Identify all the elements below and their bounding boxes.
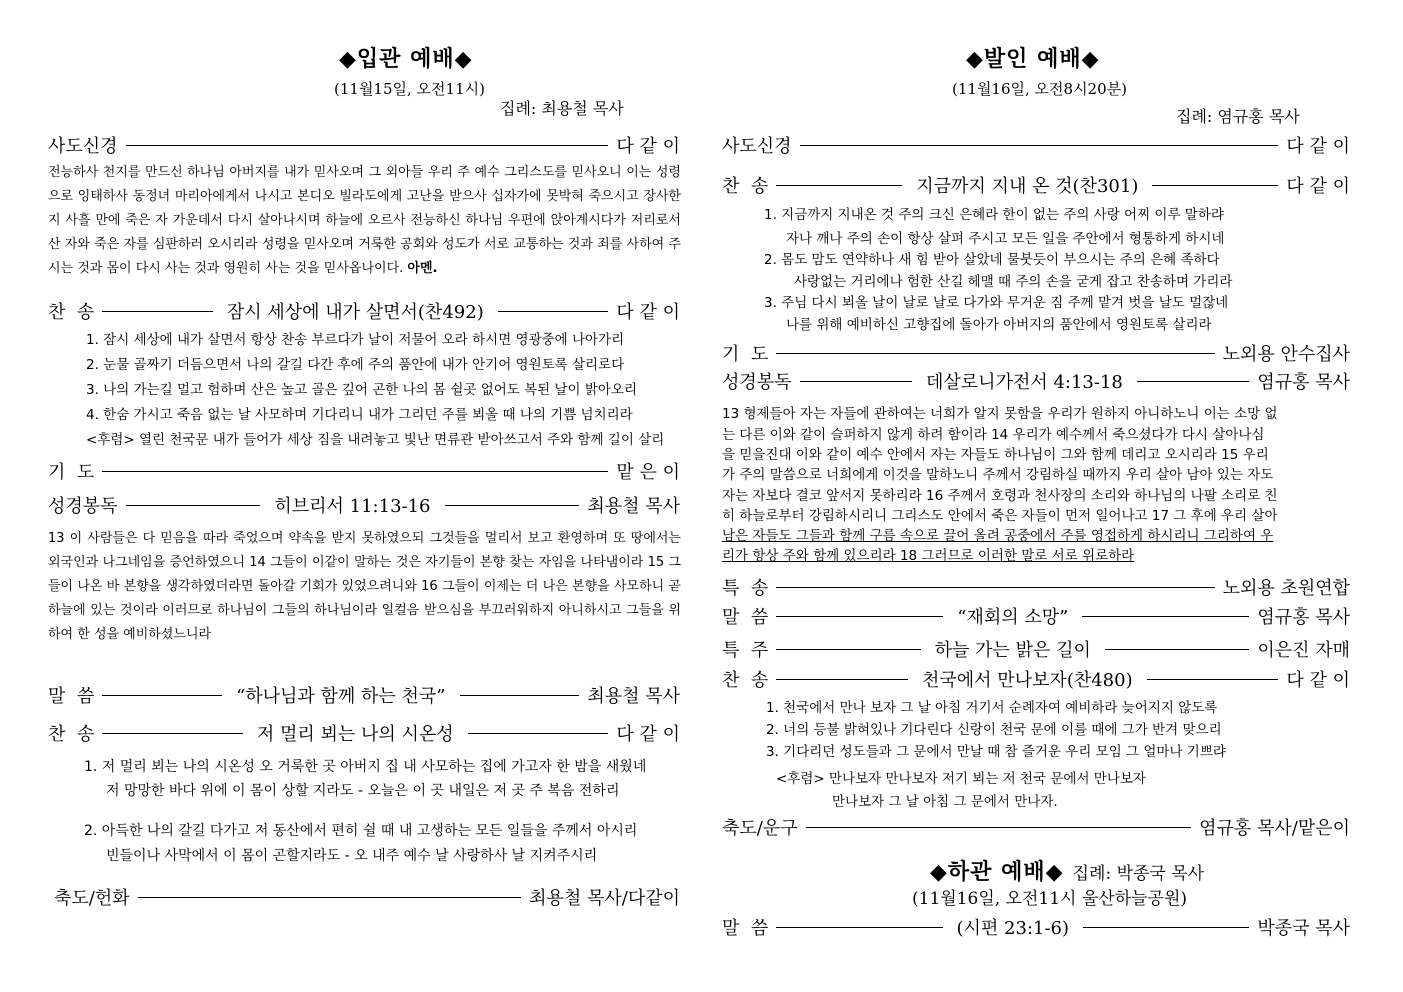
amen: 아멘. [407,261,438,276]
right-creed-row [722,132,1350,158]
reading-line: 는 다른 이와 같이 슬퍼하지 않게 하려 함이라 14 우리가 예수께서 죽으셨다가 다시 살아나심 [722,427,1265,443]
divider-line [800,381,912,382]
hymn-title: 잠시 세상에 내가 살면서(찬492) [226,302,484,323]
hymn-label: 찬 송 [722,670,769,691]
divider-line [806,827,1191,828]
divider-line [1137,381,1249,382]
hymn-verse: 1. 잠시 세상에 내가 살면서 항상 찬송 부르다가 날이 저물어 오라 하시면 영광중에 나아가리 [86,332,625,348]
reading-by: 최용철 목사 [587,496,680,517]
reading-line: 13 형제들아 자는 자들에 관하여는 너희가 알지 못함을 우리가 원하지 아니하노니 이는 소망 없 [722,406,1278,422]
creed-by: 다 같 이 [616,136,680,157]
divider-line [776,587,1214,588]
hymn-by: 다 같 이 [616,724,680,745]
hymn-label: 찬 송 [48,302,95,323]
left-hymn1-row [48,298,680,324]
divider-line [1147,679,1279,680]
hymn-refrain: <후렴> 열린 천국문 내가 들어가 세상 짐을 내려놓고 빛난 면류관 받아쓰고서 주와 함께 길이 살리 [86,432,665,448]
divider-line [102,695,222,696]
sermon-label: 말 씀 [48,686,95,707]
hymn-verse: 2. 몸도 맘도 연약하나 새 힘 받아 살았네 물붓듯이 부으시는 주의 은혜 족하다 [764,252,1220,268]
divider-line [468,733,609,734]
hymn-verse: 2. 눈물 골짜기 더듬으면서 나의 갈길 다간 후에 주의 품안에 내가 안기어 영원토록 살리로다 [86,357,625,373]
right-special-music-row [722,636,1350,662]
divider-line [776,679,908,680]
divider-line [138,897,521,898]
reading-label: 성경봉독 [722,372,792,393]
right-reading-row [722,368,1350,394]
burial-header [930,855,1204,886]
sermon-label: 말 씀 [722,918,769,939]
sermon-label: 말 씀 [722,607,769,628]
reading-text: 13 이 사람들은 다 믿음을 따라 죽었으며 약속을 받지 못하였으되 그것들을 멀리서 보고 환영하며 또 땅에서는 외국인과 나그네임을 증언하였으니 14 그들이 이같이 말하는 것은 자기들이 본향 찾는 자임을 나타냄이라 15 그들이 나온 바 본향을 생각하였더라면 돌아갈 기회가 있었으려니와 16 그들이 이제는 더 나은 본향을 사모하니 곧 하늘에 있는 것이라 이러므로 하나님이 그들의 하나님이라 일컬음 받으심을 부끄러워하지 아니하시고 그들을 위하여 한 성을 예비하셨느니라 [48,531,681,642]
creed-text: 전능하사 천지를 만드신 하나님 아버지를 내가 믿사오며 그 외아들 우리 주 예수 그리스도를 믿사오니 이는 성령으로 잉태하사 동정녀 마리아에게서 나시고 본디오 빌라도에게 고난을 받으사 십자가에 못박혀 죽으시고 장사한지 사흘 만에 죽은 자 가운데서 다시 살아나시며 하늘에 오르사 전능하신 하나님 우편에 앉아계시다가 저리로서 산 자와 죽은 자를 심판하러 오시리라 성령을 믿사오며 거룩한 공회와 성도가 서로 교통하는 것과 죄를 사하여 주시는 것과 몸이 다시 사는 것과 영원히 사는 것을 믿사옵나이다. 아멘. [48,165,681,276]
hymn-verse: 빈들이나 사막에서 이 몸이 곤할지라도 - 오 내주 예수 날 사랑하사 날 지켜주시리 [106,848,598,864]
hymn-title: 지금까지 지내 온 것(찬301) [916,176,1139,197]
burial-date: (11월16일, 오전11시 울산하늘공원) [912,889,1188,909]
hymn-verse: 1. 천국에서 만나 보자 그 날 아침 거기서 순례자여 예비하라 늦어지지 않도록 [766,700,1218,716]
special-music-by: 이은진 자매 [1257,640,1350,661]
prayer-by: 노외용 안수집사 [1222,344,1350,365]
divider-line [460,695,580,696]
divider-line [102,311,213,312]
special-song-label: 특 송 [722,578,769,599]
hymn-by: 다 같 이 [1286,670,1350,691]
hymn-title: 저 멀리 뵈는 나의 시온성 [256,724,454,745]
right-title: ◆발인 예배◆ [966,46,1100,72]
sermon-by: 염규홍 목사 [1257,607,1351,628]
burial-sermon-row [722,914,1350,940]
creed-label: 사도신경 [48,136,118,157]
prayer-label: 기 도 [48,462,95,483]
right-prayer-row [722,340,1350,366]
right-benediction-row [722,814,1350,840]
divider-line [776,353,1214,354]
reading-title: 데살로니가전서 4:13-18 [926,372,1123,393]
divider-line [1152,185,1278,186]
benediction-label: 축도/헌화 [54,888,130,909]
sermon-title: “재회의 소망” [957,607,1069,628]
hymn-verse: 자나 깨나 주의 손이 항상 살펴 주시고 모든 일을 주안에서 형통하게 하시네 [786,231,1225,247]
hymn-title: 천국에서 만나보자(찬480) [922,670,1133,691]
right-hymn2-row [722,666,1350,692]
divider-line [1082,616,1249,617]
hymn-refrain: <후렴> 만나보자 만나보자 저기 뵈는 저 천국 문에서 만나보자 [776,771,1146,787]
hymn-verse: 3. 주님 다시 뵈올 날이 날로 날로 다가와 무거운 짐 주께 맡겨 벗을 날도 멀잖네 [764,295,1229,311]
left-date: (11월15일, 오전11시) [334,80,485,98]
prayer-label: 기 도 [722,344,769,365]
divider-line [800,145,1279,146]
reading-line: 가 주의 말씀으로 너희에게 이것을 말하노니 주께서 강림하실 때까지 우리 살아 남아 있는 자도 [722,467,1274,483]
left-prayer-row [48,458,680,484]
right-date: (11월16일, 오전8시20분) [952,80,1127,98]
divider-line [102,733,243,734]
divider-line [1083,927,1249,928]
benediction-label: 축도/운구 [722,818,798,839]
sermon-title: (시편 23:1-6) [956,918,1070,939]
hymn-verse: 2. 아득한 나의 갈길 다가고 저 동산에서 편히 쉴 때 내 고생하는 모든 일들을 주께서 아시리 [84,823,638,839]
hymn-verse: 1. 지금까지 지내온 것 주의 크신 은혜라 한이 없는 주의 사랑 어찌 이루 말하랴 [764,207,1224,223]
prayer-by: 맡 은 이 [616,462,680,483]
sermon-title: “하나님과 함께 하는 천국” [236,686,446,707]
divider-line [498,311,609,312]
left-officiant: 집례: 최용철 목사 [500,99,624,118]
reading-label: 성경봉독 [48,496,118,517]
special-song-by: 노외용 초원연합 [1222,578,1350,599]
creed-label: 사도신경 [722,136,792,157]
hymn-verse: 1. 저 멀리 뵈는 나의 시온성 오 거룩한 곳 아버지 집 내 사모하는 집에 가고자 한 밤을 새웠네 [84,759,647,775]
burial-title: ◆하관 예배◆ [930,859,1064,885]
hymn-verse: 4. 한숨 가시고 죽음 없는 날 사모하며 기다리니 내가 그리던 주를 뵈올 때 나의 기쁨 넘치리라 [86,407,633,423]
left-sermon-row [48,682,680,708]
divider-line [776,649,920,650]
reading-line: 을 믿을진대 이와 같이 예수 안에서 자는 자들도 하나님이 그와 함께 데리고 오시리라 15 우리 [722,447,1269,463]
left-hymn2-row [48,720,680,746]
divider-line [1105,649,1249,650]
right-special-song-row [722,574,1350,600]
left-reading-row [48,492,680,518]
hymn-refrain: 만나보자 그 날 아침 그 문에서 만나자. [832,794,1058,810]
hymn-label: 찬 송 [722,176,769,197]
benediction-by: 염규홍 목사/맡은이 [1199,818,1350,839]
special-music-title: 하늘 가는 밝은 길이 [934,640,1091,661]
creed-by: 다 같 이 [1286,136,1350,157]
divider-line [126,505,261,506]
left-benediction-row [54,884,680,910]
hymn-verse: 저 망망한 바다 위에 이 몸이 상할 지라도 - 오늘은 이 곳 내일은 저 곳 주 복음 전하리 [106,783,620,799]
sermon-by: 최용철 목사 [587,686,681,707]
right-sermon-row [722,603,1350,629]
sermon-by: 박종국 목사 [1257,918,1350,939]
reading-by: 염규홍 목사 [1257,372,1350,393]
hymn-label: 찬 송 [48,724,95,745]
hymn-verse: 사랑없는 거리에나 험한 산길 헤맬 때 주의 손을 굳게 잡고 찬송하며 가리라 [794,274,1233,290]
hymn-verse: 3. 기다리던 성도들과 그 문에서 만날 때 참 즐거운 우리 모임 그 얼마나 기쁘랴 [766,744,1226,760]
right-hymn1-row [722,172,1350,198]
divider-line [776,616,943,617]
left-creed-row [48,132,680,158]
left-title: ◆입관 예배◆ [339,46,473,72]
reading-line: 남은 자들도 그들과 함께 구름 속으로 끌어 올려 공중에서 주를 영접하게 하시리니 그리하여 우 [722,528,1274,544]
benediction-by: 최용철 목사/다같이 [529,888,680,909]
special-music-label: 특 주 [722,640,769,661]
hymn-verse: 3. 나의 가는길 멀고 험하며 산은 높고 골은 깊어 곤한 나의 몸 쉴곳 없어도 복된 날이 밝아오리 [86,382,638,398]
divider-line [445,505,580,506]
hymn-verse: 나를 위해 예비하신 고향집에 돌아가 아버지의 품안에서 영원토록 살리라 [786,317,1212,333]
divider-line [776,185,902,186]
divider-line [102,471,608,472]
burial-officiant: 집례: 박종국 목사 [1072,864,1205,884]
hymn-by: 다 같 이 [616,302,680,323]
reading-line: 히 하늘로부터 강림하시리니 그리스도 안에서 죽은 자들이 먼저 일어나고 17 그 후에 우리 살아 [722,508,1278,524]
reading-line: 자는 자보다 결코 앞서지 못하리라 16 주께서 호령과 천사장의 소리와 하나님의 나팔 소리로 친 [722,488,1278,504]
divider-line [126,145,609,146]
right-officiant: 집례: 염규홍 목사 [1176,107,1300,126]
divider-line [776,927,942,928]
hymn-by: 다 같 이 [1286,176,1350,197]
reading-line: 리가 항상 주와 함께 있으리라 18 그러므로 이러한 말로 서로 위로하라 [722,548,1135,564]
hymn-verse: 2. 너의 등불 밝혀있나 기다린다 신랑이 천국 문에 이를 때에 그가 반겨 맞으리 [766,722,1222,738]
reading-title: 히브리서 11:13-16 [274,496,431,517]
